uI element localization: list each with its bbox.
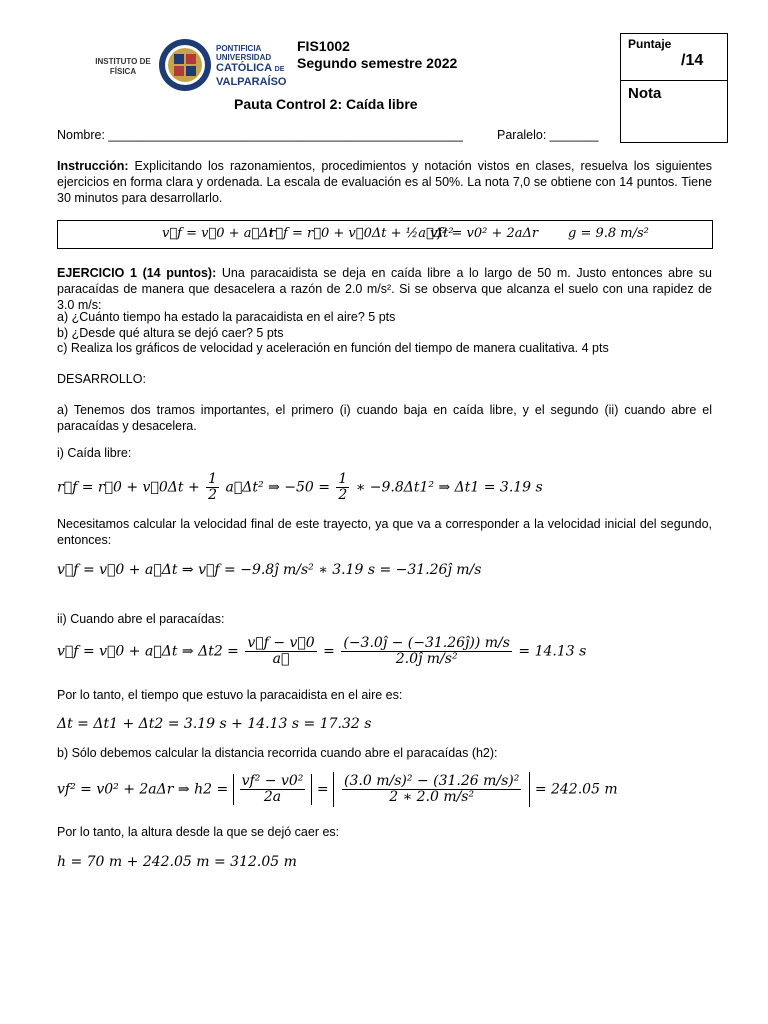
name-field: Nombre: ___________________________________________________ bbox=[57, 128, 463, 142]
course-code: FIS1002 bbox=[297, 38, 350, 54]
formula-gravity: g = 9.8 m/s² bbox=[568, 226, 649, 241]
equation-total-time: Δt = Δt1 + Δt2 = 3.19 s + 14.13 s = 17.32 s bbox=[57, 716, 372, 732]
equation-parachute-time: v⃗f = v⃗0 + a⃗Δt ⇒ Δt2 = $\frac{v⃗f - v⃗0}{a⃗}$ = $\frac{(-3.0ĵ - (-31.26ĵ)) m/s}{\text{2.0ĵ m/s²}}$ = 14.13 s bbox=[57, 635, 587, 667]
question-c: c) Realiza los gráficos de velocidad y aceleración en función del tiempo de manera cualitativa. 4 pts bbox=[57, 341, 609, 355]
page-title: Pauta Control 2: Caída libre bbox=[234, 96, 418, 112]
exercise-text: Una paracaidista se deja en caída libre a lo largo de 50 m. Justo entonces abre su paracaídas de manera que desacelera a razón de 2.0 m/s². Si se observa que alcanza el suelo con una rapidez de 3.0 m/s: bbox=[57, 266, 712, 312]
exercise-statement bbox=[57, 265, 712, 313]
part-ii-label: ii) Cuando abre el paracaídas: bbox=[57, 612, 225, 626]
grade-label: Nota bbox=[628, 85, 662, 102]
formula-box bbox=[57, 220, 713, 249]
instruction-text: Explicitando los razonamientos, procedimientos y notación vistos en clases, resuelva los siguientes ejercicios en forma clara y ordenada. La escala de evaluación es al 50%. La nota 7,0 se obtiene con 14 puntos. Tiene 30 minutos para desarrollarlo. bbox=[57, 159, 712, 205]
part-b-intro: b) Sólo debemos calcular la distancia recorrida cuando abre el paracaídas (h2): bbox=[57, 746, 498, 760]
instruction bbox=[57, 158, 712, 206]
score-value: /14 bbox=[681, 52, 704, 69]
part-i-label: i) Caída libre: bbox=[57, 446, 132, 460]
text-final-velocity: Necesitamos calcular la velocidad final de este trayecto, ya que va a corresponder a la velocidad inicial del segundo, entonces: bbox=[57, 517, 712, 547]
university-name: PONTIFICIA UNIVERSIDAD CATÓLICA DE VALPARAÍSO bbox=[216, 44, 287, 88]
equation-parachute-distance: vf² = v0² + 2aΔr ⇒ h2 = $\frac{\text{vf² − v0²}}{2a}$ = $\frac{\text{(3.0 m/s)² − (31.26 m/s)²}}{\text{2 ∗ 2.0 m/s²}}$ = 242.05 m bbox=[57, 773, 618, 805]
section-field: Paralelo: _______ bbox=[497, 128, 599, 142]
equation-total-height: h = 70 m + 242.05 m = 312.05 m bbox=[57, 854, 297, 870]
text-total-height: Por lo tanto, la altura desde la que se dejó caer es: bbox=[57, 825, 340, 839]
part-a-intro: a) Tenemos dos tramos importantes, el primero (i) cuando baja en caída libre, y el segundo (ii) cuando abre el paracaídas y desacelera. bbox=[57, 403, 712, 433]
grade-box bbox=[620, 80, 728, 143]
institute-label: INSTITUTO DE FÍSICA bbox=[95, 57, 151, 76]
equation-final-velocity: v⃗f = v⃗0 + a⃗Δt ⇒ v⃗f = −9.8ĵ m/s² ∗ 3.19 s = −31.26ĵ m/s bbox=[57, 562, 482, 578]
score-label: Puntaje bbox=[628, 37, 672, 51]
semester: Segundo semestre 2022 bbox=[297, 55, 458, 71]
formula-velocity: v⃗f = v⃗0 + a⃗Δt bbox=[162, 226, 274, 241]
formula-position: r⃗f = r⃗0 + v⃗0Δt + ½a⃗Δt² bbox=[269, 226, 454, 241]
question-a: a) ¿Cuánto tiempo ha estado la paracaidista en el aire? 5 pts bbox=[57, 310, 396, 324]
instruction-label: Instrucción: bbox=[57, 159, 129, 173]
text-total-time: Por lo tanto, el tiempo que estuvo la paracaidista en el aire es: bbox=[57, 688, 403, 702]
score-box bbox=[620, 33, 728, 81]
question-b: b) ¿Desde qué altura se dejó caer? 5 pts bbox=[57, 326, 284, 340]
equation-free-fall: r⃗f = r⃗0 + v⃗0Δt + $\frac{1}{2}$ a⃗Δt² ⇒ −50 = $\frac{1}{2}$ ∗ −9.8Δt1² ⇒ Δt1 = 3.19 s bbox=[57, 471, 543, 503]
formula-torricelli: vf² = v0² + 2aΔr bbox=[430, 226, 539, 241]
solution-heading: DESARROLLO: bbox=[57, 372, 146, 386]
university-seal bbox=[158, 38, 212, 92]
exercise-label: EJERCICIO 1 (14 puntos): bbox=[57, 266, 217, 280]
